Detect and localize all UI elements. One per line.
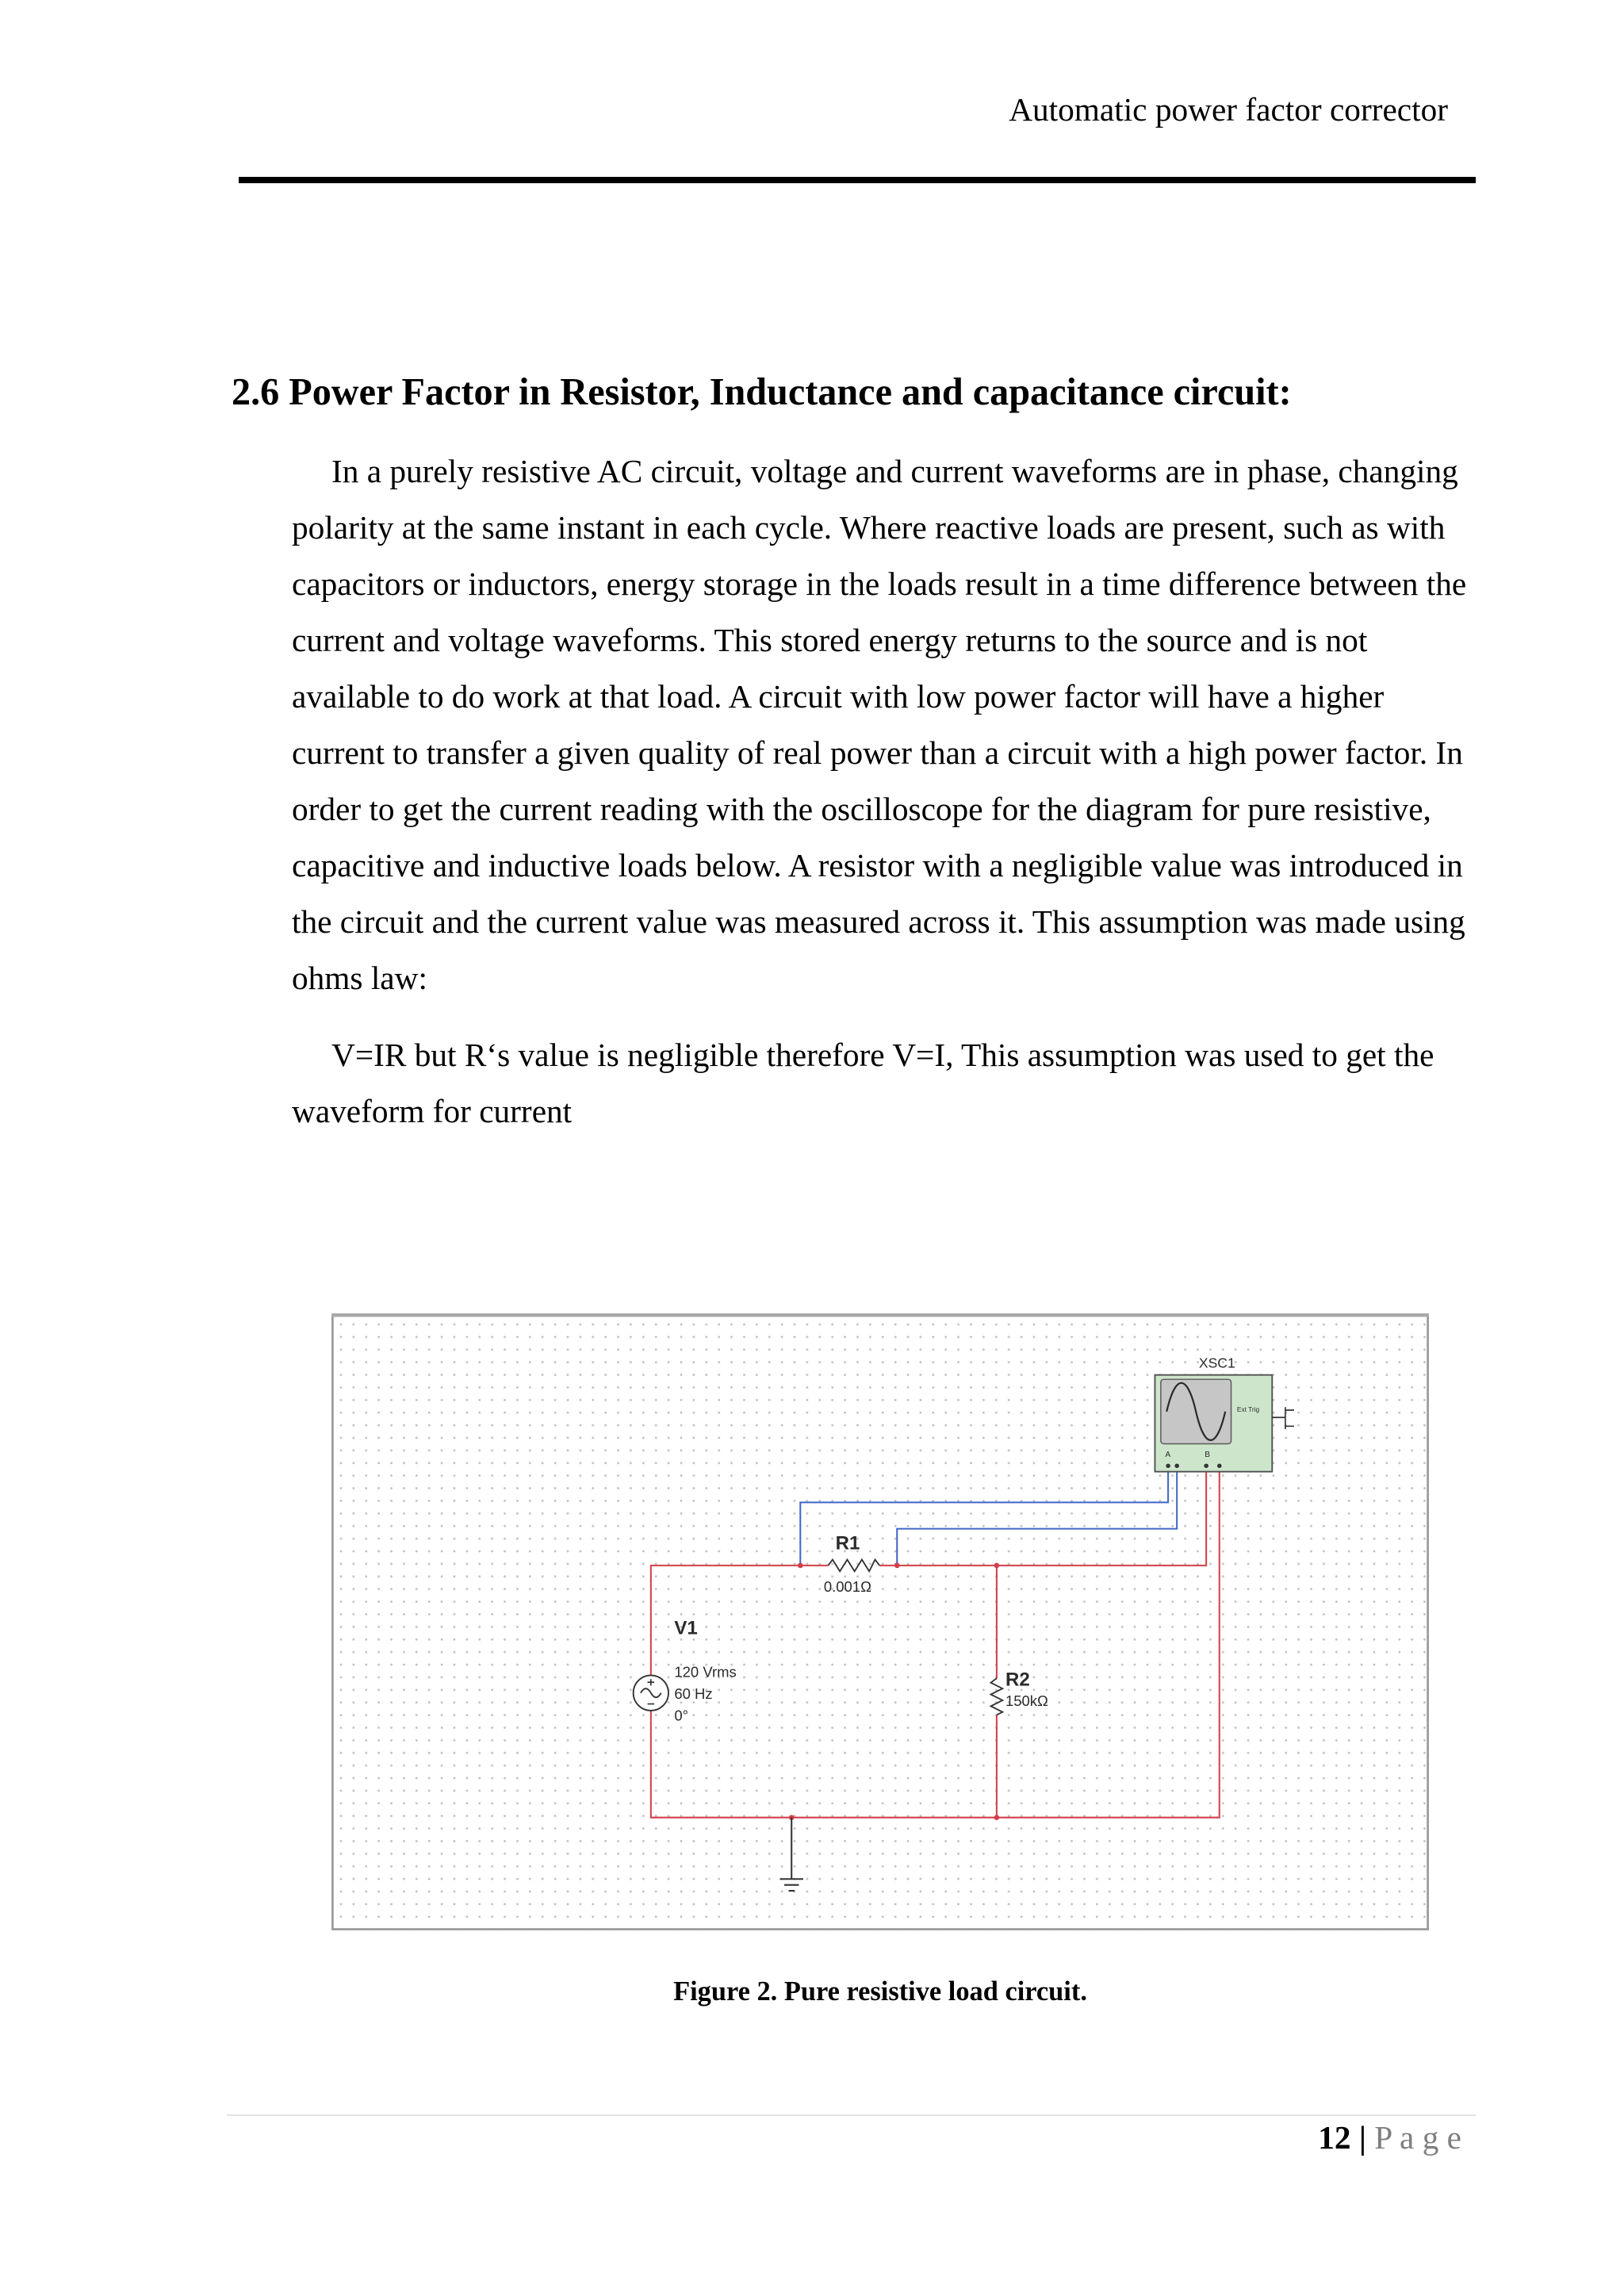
r2-value: 150kΩ	[1005, 1692, 1048, 1710]
paragraph-line: available to do work at that load. A circuit with low power factor will have a higher	[292, 678, 1385, 715]
channel-a-negative-terminal	[1174, 1463, 1179, 1468]
paragraph-line: current and voltage waveforms. This stored energy returns to the source and is not	[292, 622, 1368, 659]
r1-resistor-icon	[828, 1559, 879, 1571]
junction-dot	[798, 1563, 803, 1569]
circuit-schematic	[331, 1313, 1429, 1930]
paragraph-line: capacitors or inductors, energy storage in the loads result in a time difference between the	[292, 565, 1467, 603]
page-separator: |	[1358, 2119, 1366, 2156]
junction-dot	[894, 1563, 900, 1569]
figure-top-edge	[331, 1313, 1429, 1317]
channel-b-negative-terminal	[1217, 1463, 1222, 1468]
paragraph-line: order to get the current reading with the oscilloscope for the diagram for pure resistive,	[292, 791, 1431, 828]
circuit-wires	[651, 1467, 1220, 1818]
ground-symbol-icon	[779, 1879, 803, 1891]
channel-b-positive-terminal	[1204, 1463, 1208, 1468]
page-label: P a g e	[1374, 2119, 1461, 2156]
channel-a-label: A	[1165, 1451, 1171, 1460]
v1-amplitude: 120 Vrms	[674, 1663, 737, 1681]
channel-a-negative-wire	[897, 1467, 1177, 1566]
resistor-r1	[824, 1533, 879, 1596]
paragraph-line: waveform for current	[292, 1093, 573, 1130]
section-heading: 2.6 Power Factor in Resistor, Inductance and capacitance circuit:	[232, 371, 1292, 413]
running-header: Automatic power factor corrector	[1009, 91, 1448, 128]
junctions	[789, 1563, 999, 1820]
oscilloscope-label: XSC1	[1198, 1355, 1235, 1371]
load-wire	[879, 1467, 1206, 1566]
junction-dot	[994, 1563, 1000, 1569]
channel-a-positive-terminal	[1166, 1463, 1170, 1468]
v1-phase: 0°	[674, 1707, 689, 1724]
paragraph-line: In a purely resistive AC circuit, voltage and current waveforms are in phase, changing	[331, 453, 1458, 489]
r1-label: R1	[835, 1532, 860, 1554]
body-paragraph	[292, 1027, 1434, 1140]
return-wire	[651, 1467, 1220, 1818]
oscilloscope-xsc1	[1155, 1355, 1294, 1471]
v1-frequency: 60 Hz	[674, 1685, 713, 1703]
circuit-figure	[331, 1313, 1429, 1930]
paragraph-line: capacitive and inductive loads below. A resistor with a negligible value was introduced in	[292, 847, 1463, 884]
footer-rule	[227, 2114, 1476, 2116]
body-paragraph	[292, 443, 1466, 1006]
paragraph-line: ohms law:	[292, 960, 427, 997]
r1-value: 0.001Ω	[823, 1578, 871, 1596]
header-rule	[239, 177, 1476, 183]
channel-b-label: B	[1205, 1451, 1211, 1460]
page-number: 12	[1318, 2119, 1351, 2156]
ext-trig-label: Ext Trig	[1236, 1405, 1260, 1413]
paragraph-line: the circuit and the current value was measured across it. This assumption was made using	[292, 903, 1465, 941]
r2-label: R2	[1005, 1669, 1030, 1691]
ac-source-v1	[634, 1618, 737, 1724]
page-footer	[1318, 2119, 1461, 2156]
v1-label: V1	[674, 1617, 698, 1639]
resistor-r2	[991, 1669, 1049, 1715]
figure-caption: Figure 2. Pure resistive load circuit.	[673, 1976, 1087, 2007]
junction-dot	[994, 1815, 1000, 1820]
r2-resistor-icon	[991, 1678, 1003, 1715]
paragraph-line: polarity at the same instant in each cycle. Where reactive loads are present, such as with	[292, 509, 1446, 546]
paragraph-line: V=IR but R‘s value is negligible therefore V=I, This assumption was used to get the	[331, 1037, 1434, 1073]
ground	[779, 1818, 803, 1891]
ext-trig-connector-icon	[1272, 1407, 1294, 1429]
paragraph-line: current to transfer a given quality of real power than a circuit with a high power factor. In	[292, 734, 1463, 772]
